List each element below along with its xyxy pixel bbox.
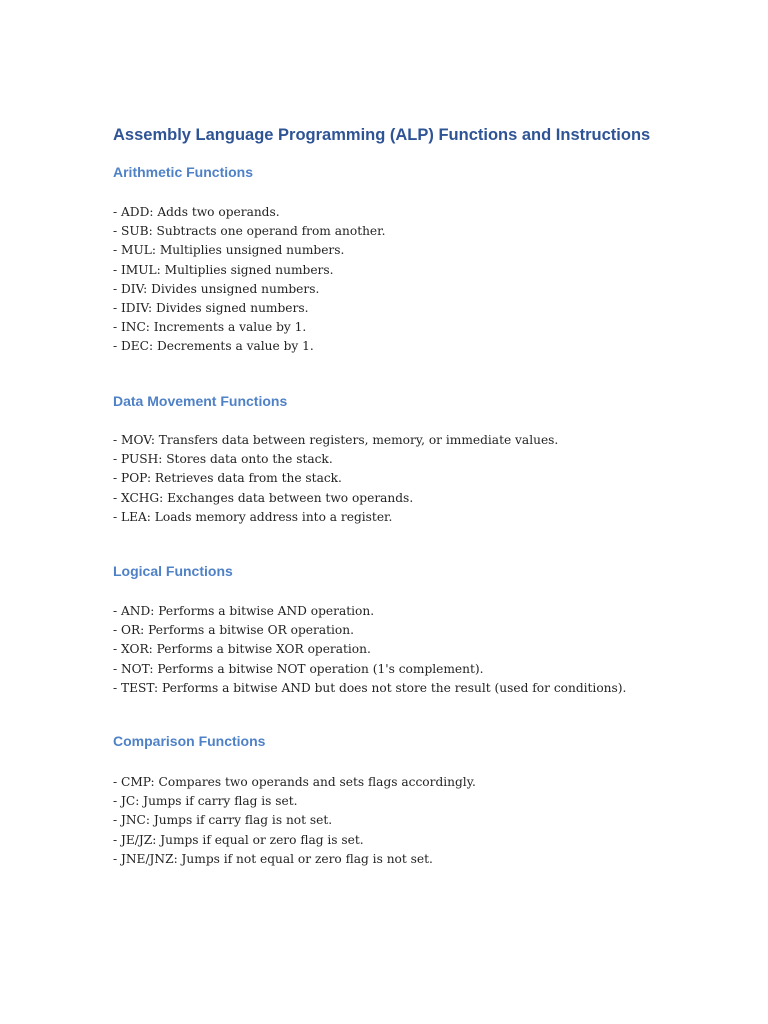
comparison-list — [113, 773, 476, 869]
list-item: - JE/JZ: Jumps if equal or zero flag is set. — [113, 832, 364, 847]
list-item: - MUL: Multiplies unsigned numbers. — [113, 243, 345, 258]
list-item: - XCHG: Exchanges data between two operands. — [113, 490, 414, 505]
section-heading-comparison: Comparison Functions — [113, 733, 266, 749]
section-logical — [113, 561, 627, 695]
list-item: - IDIV: Divides signed numbers. — [113, 300, 309, 315]
list-item: - XOR: Performs a bitwise XOR operation. — [113, 642, 371, 657]
document-title: Assembly Language Programming (ALP) Functions and Instructions — [113, 126, 651, 144]
list-item: - JC: Jumps if carry flag is set. — [113, 794, 298, 809]
list-item: - JNC: Jumps if carry flag is not set. — [113, 813, 333, 828]
section-data-movement — [113, 391, 559, 524]
list-item: - SUB: Subtracts one operand from another. — [113, 224, 386, 239]
list-item: - PUSH: Stores data onto the stack. — [113, 452, 333, 467]
section-heading-data-movement: Data Movement Functions — [113, 393, 288, 409]
arithmetic-list — [113, 203, 386, 357]
list-item: - JNE/JNZ: Jumps if not equal or zero flag is not set. — [113, 851, 433, 866]
list-item: - DEC: Decrements a value by 1. — [113, 339, 314, 354]
list-item: - DIV: Divides unsigned numbers. — [113, 281, 320, 296]
data-movement-list — [113, 431, 558, 527]
section-comparison — [113, 731, 476, 866]
list-item: - POP: Retrieves data from the stack. — [113, 471, 342, 486]
list-item: - MOV: Transfers data between registers, memory, or immediate values. — [113, 433, 559, 447]
section-heading-arithmetic: Arithmetic Functions — [113, 164, 254, 180]
list-item: - CMP: Compares two operands and sets flags accordingly. — [113, 775, 476, 789]
logical-list — [113, 602, 626, 698]
list-item: - AND: Performs a bitwise AND operation. — [113, 604, 375, 618]
section-heading-logical: Logical Functions — [113, 563, 233, 579]
list-item: - ADD: Adds two operands. — [113, 205, 280, 219]
list-item: - OR: Performs a bitwise OR operation. — [113, 623, 354, 638]
list-item: - LEA: Loads memory address into a register. — [113, 509, 393, 524]
list-item: - TEST: Performs a bitwise AND but does not store the result (used for conditions). — [113, 680, 627, 695]
list-item: - IMUL: Multiplies signed numbers. — [113, 262, 334, 277]
section-arithmetic — [113, 162, 386, 354]
list-item: - NOT: Performs a bitwise NOT operation (1's complement). — [113, 661, 484, 676]
list-item: - INC: Increments a value by 1. — [113, 320, 307, 335]
